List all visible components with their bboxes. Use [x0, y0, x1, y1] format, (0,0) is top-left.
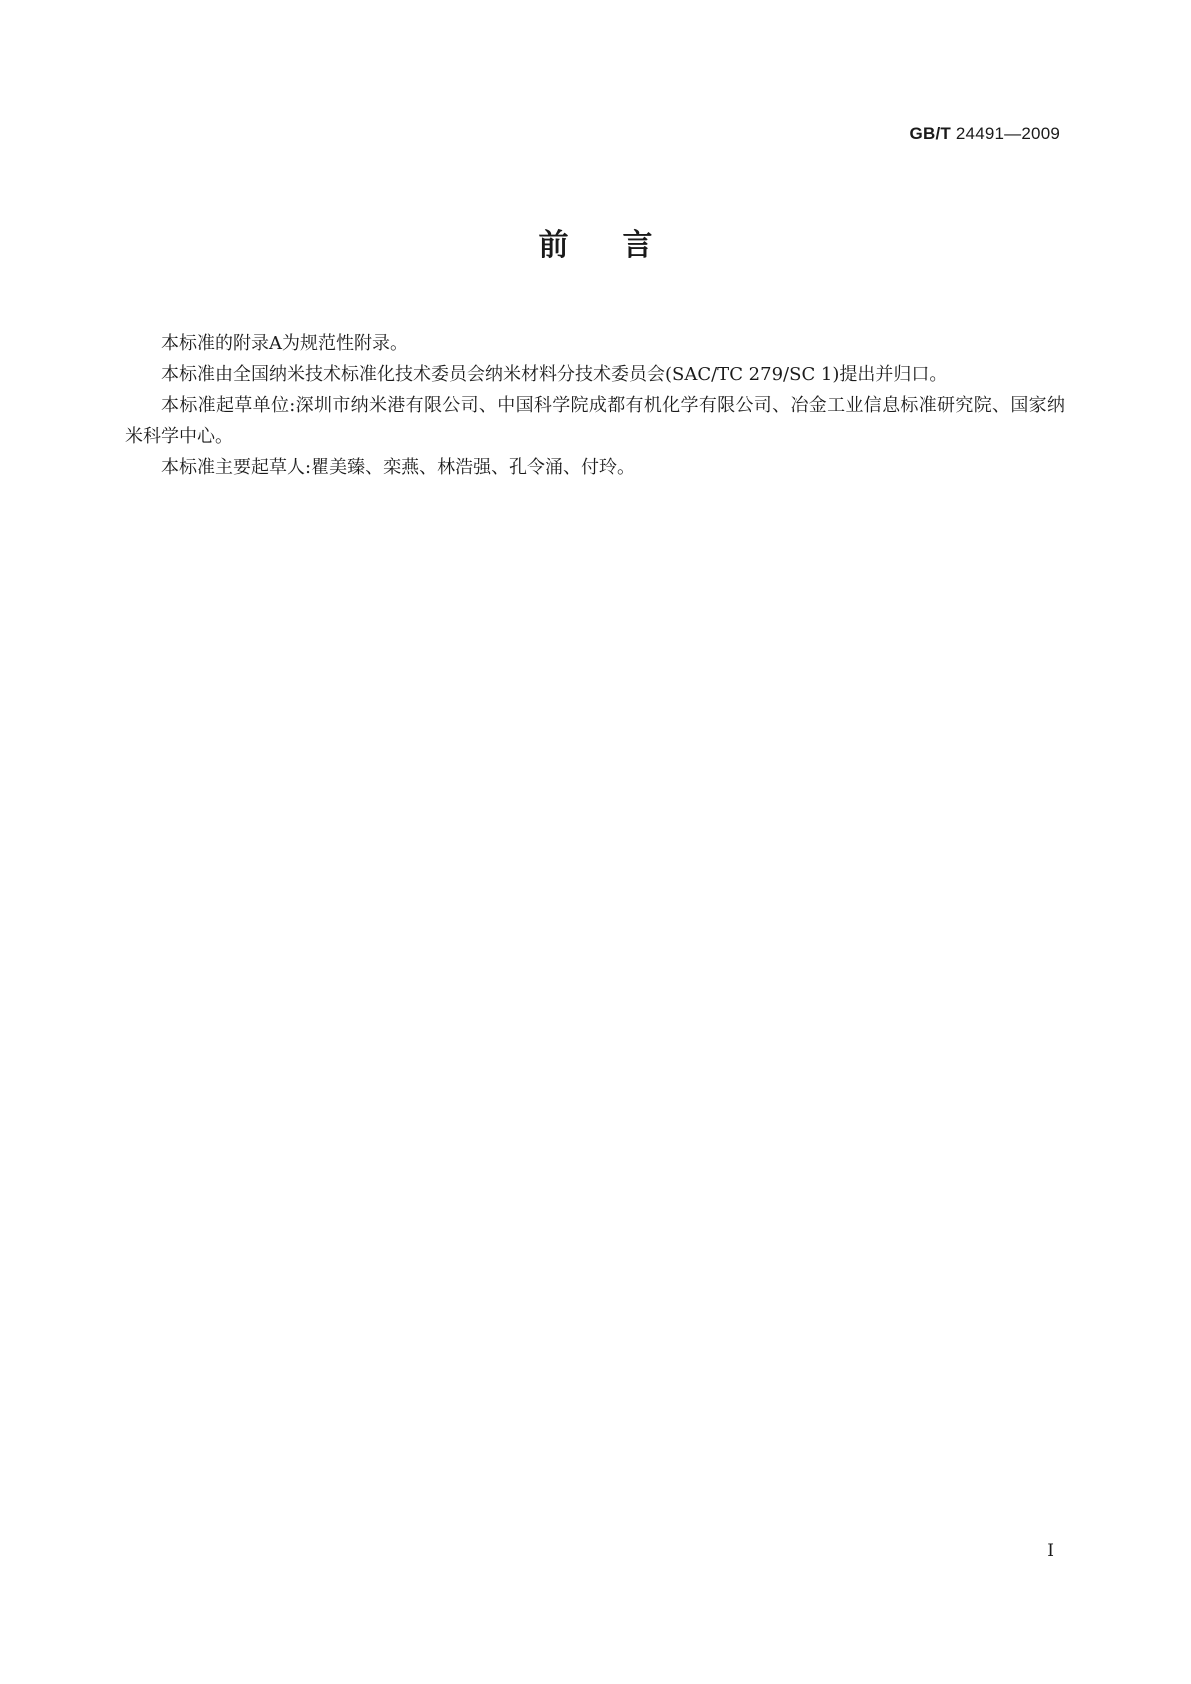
foreword-body: [125, 328, 1065, 483]
standard-number: [910, 124, 1060, 144]
standard-code: 24491—2009: [955, 124, 1060, 143]
paragraph-proposer: 本标准由全国纳米技术标准化技术委员会纳米材料分技术委员会(SAC/TC 279/SC 1)提出并归口。: [161, 364, 948, 385]
paragraph-drafters: 本标准主要起草人:瞿美臻、栾燕、林浩强、孔令涌、付玲。: [161, 457, 636, 478]
standard-prefix: GB/T: [909, 124, 951, 143]
page-title: 前言: [538, 228, 707, 263]
paragraph-drafting-units: 本标准起草单位:深圳市纳米港有限公司、中国科学院成都有机化学有限公司、冶金工业信息标准研究院、国家纳米科学中心。: [125, 395, 1065, 447]
paragraph-annex: 本标准的附录A为规范性附录。: [161, 333, 408, 354]
page-number: I: [1047, 1541, 1054, 1561]
